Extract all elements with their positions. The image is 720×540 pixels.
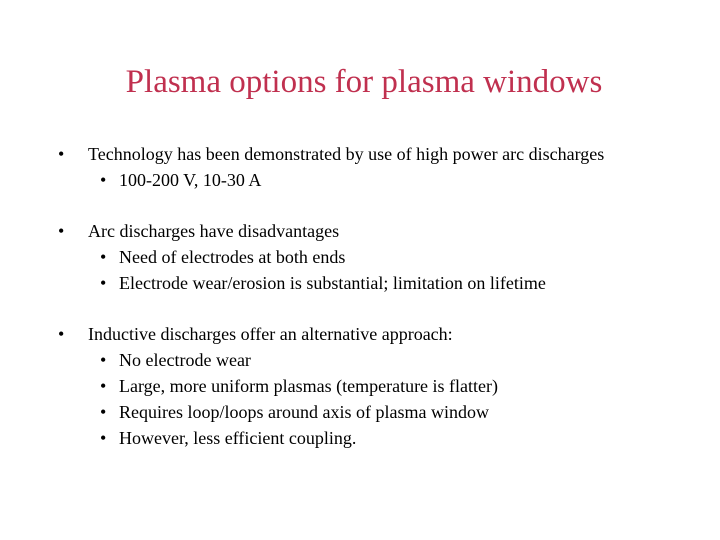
bullet-icon: •: [100, 247, 107, 267]
bullet-icon: •: [58, 221, 65, 241]
bullet-item: [58, 141, 698, 167]
bullet-group: [58, 321, 698, 451]
bullet-list: [58, 141, 698, 476]
bullet-icon: •: [100, 428, 107, 448]
sub-bullet-item: [58, 347, 698, 373]
bullet-icon: •: [100, 402, 107, 422]
sub-bullet-text: 100-200 V, 10-30 A: [119, 170, 262, 190]
bullet-text: Inductive discharges offer an alternative approach:: [88, 324, 453, 344]
sub-bullet-text: However, less efficient coupling.: [119, 428, 357, 448]
sub-bullet-item: [58, 167, 698, 193]
sub-bullet-item: [58, 270, 698, 296]
bullet-text: Technology has been demonstrated by use of high power arc discharges: [88, 144, 605, 164]
sub-bullet-item: [58, 399, 698, 425]
bullet-icon: •: [58, 324, 65, 344]
bullet-icon: •: [100, 376, 107, 396]
bullet-text: Arc discharges have disadvantages: [88, 221, 340, 241]
bullet-icon: •: [100, 170, 107, 190]
bullet-icon: •: [100, 350, 107, 370]
bullet-group: [58, 218, 698, 296]
bullet-group: [58, 141, 698, 193]
sub-bullet-item: [58, 373, 698, 399]
bullet-icon: •: [100, 273, 107, 293]
bullet-icon: •: [58, 144, 65, 164]
sub-bullet-text: No electrode wear: [119, 350, 251, 370]
bullet-item: [58, 218, 698, 244]
sub-bullet-text: Electrode wear/erosion is substantial; limitation on lifetime: [119, 273, 546, 293]
sub-bullet-text: Requires loop/loops around axis of plasma window: [119, 402, 489, 422]
sub-bullet-text: Large, more uniform plasmas (temperature is flatter): [119, 376, 499, 396]
sub-bullet-item: [58, 425, 698, 451]
bullet-item: [58, 321, 698, 347]
slide-title: Plasma options for plasma windows: [125, 64, 603, 100]
sub-bullet-item: [58, 244, 698, 270]
sub-bullet-text: Need of electrodes at both ends: [119, 247, 346, 267]
